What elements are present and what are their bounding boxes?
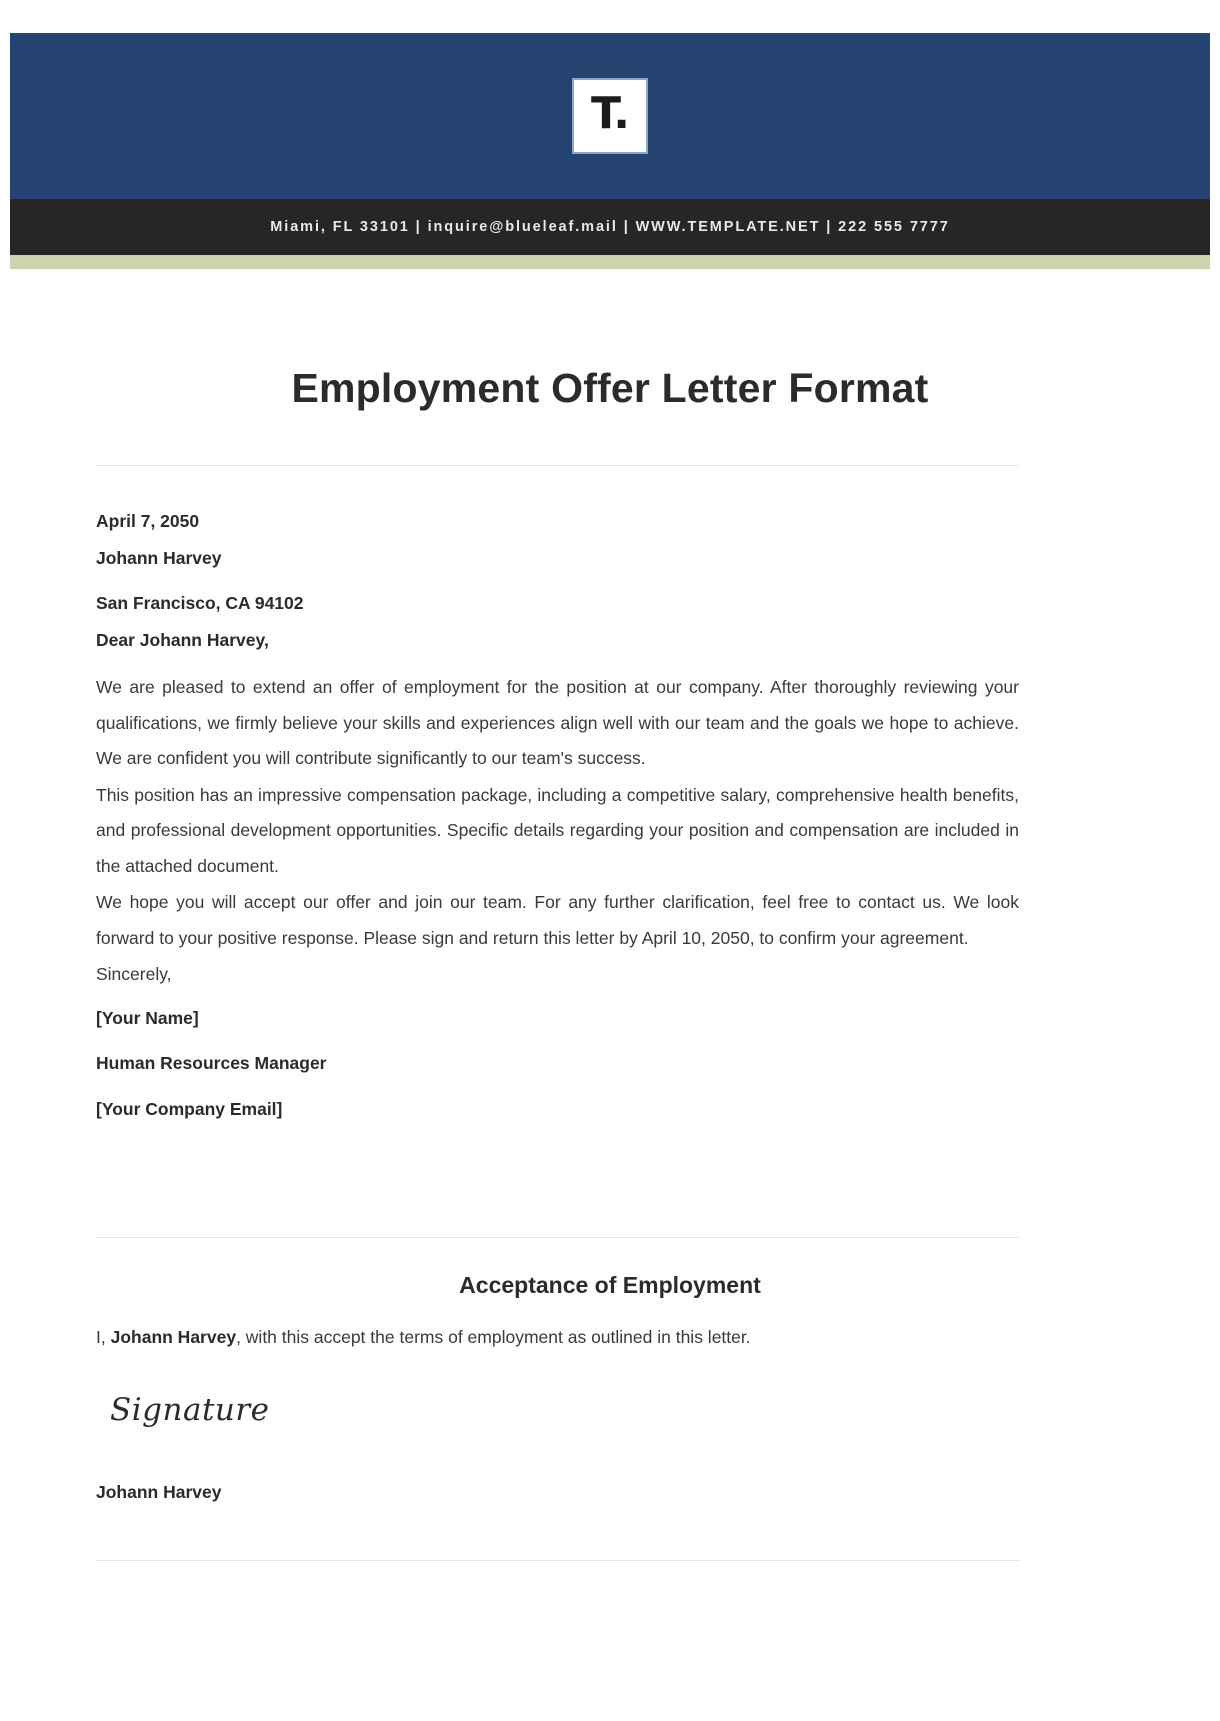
- acceptance-statement: [96, 1325, 1019, 1350]
- signer-printed-name: Johann Harvey: [96, 1482, 222, 1502]
- acceptance-signer-name: Johann Harvey: [110, 1327, 237, 1347]
- acceptance-heading: Acceptance of Employment: [459, 1272, 761, 1298]
- body-paragraph-3: We hope you will accept our offer and join our team. For any further clarification, feel free to contact us. We look forward to your positive response. Please sign and return this letter by April 10, 2050, to confirm your agreement.: [96, 892, 1019, 948]
- closing-line: Sincerely,: [96, 964, 172, 984]
- body-paragraph-2: This position has an impressive compensation package, including a competitive salary, comprehensive health benefits, and professional development opportunities. Specific details regarding your position and compensation are included in the attached document.: [96, 784, 1019, 876]
- contact-bar: [10, 199, 1210, 255]
- divider-top: [96, 465, 1019, 466]
- body-paragraph-1: We are pleased to extend an offer of employment for the position at our company. After thoroughly reviewing your qualifications, we firmly believe your skills and experiences align well with our team and the goals we hope to achieve. We are confident you will contribute significantly to our team's success.: [96, 677, 1019, 768]
- sender-name: [Your Name]: [96, 1007, 199, 1028]
- signature-script: Signature: [110, 1392, 270, 1428]
- template-net-logo-icon: T.: [590, 88, 630, 139]
- recipient-address: San Francisco, CA 94102: [96, 593, 304, 613]
- letter-date: April 7, 2050: [96, 511, 200, 531]
- salutation: Dear Johann Harvey,: [96, 629, 269, 650]
- sender-email: [Your Company Email]: [96, 1098, 283, 1119]
- header-band: [10, 33, 1210, 199]
- contact-info-text: Miami, FL 33101 | inquire@blueleaf.mail | WWW.TEMPLATE.NET | 222 555 7777: [270, 219, 950, 235]
- acceptance-prefix: I,: [96, 1327, 111, 1347]
- page-title: Employment Offer Letter Format: [291, 365, 929, 411]
- sender-title: Human Resources Manager: [96, 1053, 327, 1073]
- divider-middle: [96, 1237, 1019, 1238]
- company-logo: [572, 78, 648, 154]
- letter-body: [96, 513, 1019, 1118]
- accent-bar: [10, 255, 1210, 269]
- divider-bottom: [96, 1560, 1019, 1561]
- acceptance-suffix: , with this accept the terms of employment as outlined in this letter.: [236, 1327, 751, 1347]
- recipient-name: Johann Harvey: [96, 547, 222, 568]
